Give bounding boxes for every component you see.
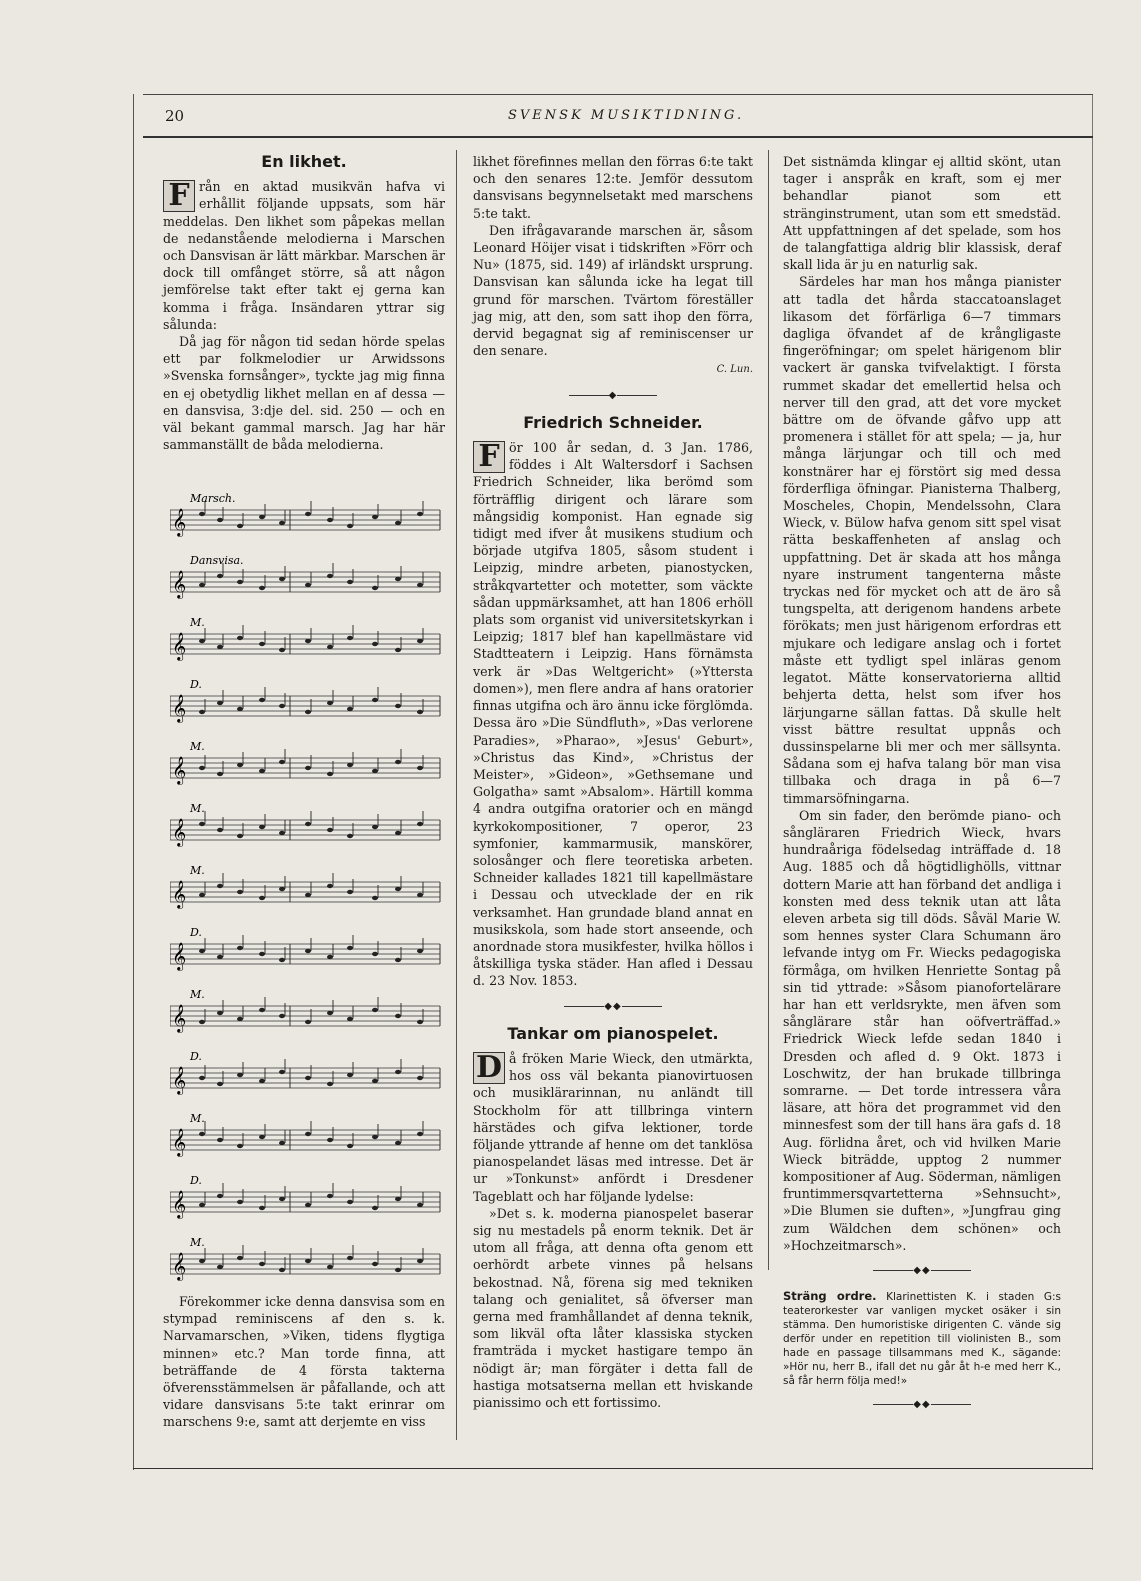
ornament-divider-2: ◆◆ [473,998,753,1015]
note-head [347,1256,353,1260]
note-head [199,1076,205,1080]
note-head [259,1262,265,1266]
note-head [237,636,243,640]
note-head [279,577,285,581]
note-head [217,1194,223,1198]
article2-para1: F ör 100 år sedan, d. 3 Jan. 1786, föddes i Alt Waltersdorf i Sachsen Friedrich Schneider, lika berömd som förträfflig dirigent och lärare som mångsidig komponist. Han egnade sig tidigt med ifver åt musikens studium och började utgifva 1805, såsom student i Leipzig, mindre arbeten, pianostycken, stråkqvartetter och motetter, som väckte sådan uppmärksamhet, att han 1806 erhöll plats som organist vid universitetskyrkan i Leipzig; 1817 blef han kapellmästare vid Stadtteatern i Leipzig. Hans förnämsta verk är »Das Weltgericht» (»Yttersta domen»), men flere andra af hans oratorier finnas utgifna och äro ännu icke förglömda. Dessa äro »Die Sündfluth», »Das verlorene Paradies», »Pharao», »Jesus' Geburt», »Christus das Kind», »Christus der Meister», »Gideon», »Gethsemane und Golgatha» samt »Absalom». Härtill komma 4 andra outgifna oratorier och en mängd kyrkokompositioner, 7 operor, 23 symfonier, kammarmusik, manskörer, solosånger och flere teoretiska arbeten. Schneider kallades 1821 till kapellmästare i Dessau och utvecklade der en rik verksamhet. Han grundade bland annat en musikskola, som hade stort anseende, och anordnade stora musikfester, hvilka höllos i åtskilliga tyska städer. Han afled i Dessau d. 23 Nov. 1853. [473,439,753,989]
note-head [372,1079,378,1083]
note-head [237,1144,243,1148]
note-head [347,946,353,950]
article1-para1: F rån en aktad musikvän hafva vi erhållit följande uppsats, som här meddelas. Den likhet som påpekas mellan de nedanstående melodierna i Marschen och Dansvisan är lätt märkbar. Marschen är dock till omfånget större, så att någon jemförelse takt efter takt ej gerna kan komma i fråga. Insändaren yttrar sig sålunda: [163,178,445,332]
note-head [217,1082,223,1086]
note-head [417,822,423,826]
note-head [199,512,205,516]
note-head [327,574,333,578]
music-staff [170,864,440,909]
note-head [237,946,243,950]
note-head [417,766,423,770]
music-staff [170,740,440,785]
note-head [372,952,378,956]
music-staff-label: M. [190,802,205,815]
dropcap-d: D [473,1052,505,1084]
note-head [347,636,353,640]
note-head [199,639,205,643]
running-title: SVENSK MUSIKTIDNING. [508,108,745,123]
page-number: 20 [165,107,185,125]
music-staff [170,616,440,661]
note-head [259,896,265,900]
note-head [395,1014,401,1018]
music-staff-label: M. [190,616,205,629]
note-head [372,698,378,702]
note-head [279,831,285,835]
music-staff-label: D. [190,1050,202,1063]
music-staff-label: D. [190,678,202,691]
article3-para1: D å fröken Marie Wieck, den utmärkta, hos oss väl bekanta pianovirtuosen och musiklärarinnan, nu anländt till Stockholm för att tillbringa vintern härstädes och gifva lektioner, torde följande yttrande af henne om det tanklösa pianospelandet läsas med intresse. Det är ur »Tonkunst» anfördt i Dresdener Tageblatt och har följande lydelse: [473,1049,753,1204]
note-head [279,1070,285,1074]
note-head [327,1138,333,1142]
note-head [395,958,401,962]
note-head [217,574,223,578]
note-head [199,1203,205,1207]
anecdote-text: Klarinettisten K. i staden G:s teaterorkester var vanligen mycket osäker i sin stämma. Den humoristiske dirigenten C. vände sig derför under en repetition till violinisten B., som hade en passage tillsammans med K., sägande: »Hör nu, herr B., ifall det nu går åt h-e med herr K., så får herrn följa med!» [783,1291,1061,1388]
music-notation [170,478,444,1288]
column-2 [473,153,753,1411]
dropcap-f: F [163,180,195,212]
note-head [417,710,423,714]
note-head [417,583,423,587]
article3-para2: »Det s. k. moderna pianospelet baserar sig nu mestadels på enorm teknik. Det är utom all fråga, att denna ofta genom ett oerhördt arbete vinnes på helsans bekostnad. Nå, förena sig med tekniken talang och genialitet, så öfverser man gerna med framhållandet af denna teknik, som likväl ofta låter klassiska stycken framträda i mycket hastigare tempo än nödigt är; man förgäter i detta fall de hastiga motsatserna mellan ett hviskande pianissimo och ett fortissimo. [473,1205,753,1411]
column-divider-1 [456,150,457,1440]
music-staff-label: D. [190,1174,202,1187]
note-head [199,1020,205,1024]
note-head [327,828,333,832]
article-title-en-likhet: En likhet. [261,152,347,171]
treble-clef-icon: 𝄞 [172,818,187,846]
note-head [417,1132,423,1136]
note-head [372,642,378,646]
music-staff [170,1112,440,1157]
header-rule [143,136,1093,138]
note-head [259,825,265,829]
treble-clef-icon: 𝄞 [172,756,187,784]
article-title-schneider: Friedrich Schneider. [523,412,703,432]
treble-clef-icon: 𝄞 [172,1128,187,1156]
note-head [237,580,243,584]
note-head [199,949,205,953]
top-rule [143,94,1093,95]
note-head [327,518,333,522]
note-head [279,648,285,652]
note-head [199,710,205,714]
treble-clef-icon: 𝄞 [172,508,187,536]
article-title-pianospelet: Tankar om pianospelet. [507,1023,719,1043]
note-head [199,1259,205,1263]
note-head [305,710,311,714]
note-head [395,648,401,652]
note-head [372,1008,378,1012]
ornament-divider: ◆ [473,387,753,404]
note-head [347,1200,353,1204]
note-head [305,1132,311,1136]
note-head [305,639,311,643]
music-staff [170,1050,440,1095]
note-head [217,1265,223,1269]
note-head [217,645,223,649]
note-head [279,1268,285,1272]
note-head [279,958,285,962]
note-head [237,524,243,528]
article1-para4: likhet förefinnes mellan den förras 6:te takt och den senares 12:te. Jemför dessutom dansvisans begynnelsetakt med marschens 5:te takt. [473,154,753,221]
note-head [259,586,265,590]
note-head [199,766,205,770]
note-head [259,952,265,956]
treble-clef-icon: 𝄞 [172,1004,187,1032]
article3-para4: Särdeles har man hos många pianister att tadla det hårda staccatoanslaget likasom det förfärliga 6—7 timmars dagliga öfvandet af de krångligaste fingeröfningar; om spelet härigenom blir vackert är ganska tvifvelaktigt. I första rummet skadar det emellertid helsa och nerver till den grad, att det vore mycket bättre om de öfvande gåfvo upp att promenera i stället för att spela; — ja, hur många lärjungar och till och med konstnärer har ej förstört sig med dessa förderfliga öfningar. Pianisterna Thalberg, Moscheles, Chopin, Mendelssohn, Clara Wieck, v. Bülow hafva genom sitt spel visat rätta beskaffenheten af anslag och uppfattning. Det är skada att hos många nyare instrument tangenterna måste tryckas ned för mycket och att de äro så tungspelta, att derigenom handens arbete förökats; men just härigenom erfordras ett mjukare och ledigare anslag och i fortet måste ett tydligt spel inläras genom legatot. Mätte konservatorierna alltid behjerta detta, helst som ifver hos lärjungarne sällan fattas. Då skulle helt visst bättre resultat uppnås och dussinspelarne bli mer och mer sällsynta. Sådana som ej hafva talang bör man visa tillbaka och draga in på 6—7 timmarsöfningarna. [783,274,1061,806]
music-staff-label: M. [190,988,205,1001]
note-head [237,1200,243,1204]
column-1 [163,153,445,453]
note-head [395,521,401,525]
note-head [259,1079,265,1083]
note-head [372,896,378,900]
treble-clef-icon: 𝄞 [172,632,187,660]
note-head [417,893,423,897]
note-head [395,887,401,891]
music-staff [170,1174,440,1219]
note-head [199,1132,205,1136]
note-head [279,521,285,525]
note-head [327,1265,333,1269]
note-head [372,825,378,829]
column-1-bottom [163,1293,445,1431]
note-head [237,834,243,838]
music-staff-label: Dansvisa. [190,554,244,567]
treble-clef-icon: 𝄞 [172,570,187,598]
note-head [417,1020,423,1024]
note-head [279,887,285,891]
note-head [305,949,311,953]
music-staff-label: D. [190,926,202,939]
note-head [305,1259,311,1263]
anecdote [783,1289,1061,1388]
note-head [395,831,401,835]
note-head [259,515,265,519]
note-head [305,893,311,897]
note-head [259,642,265,646]
column-3 [783,153,1061,1423]
note-head [327,884,333,888]
music-staff-label: M. [190,1236,205,1249]
note-head [305,822,311,826]
note-head [237,1017,243,1021]
note-head [327,1011,333,1015]
music-staff [170,988,440,1033]
music-staff-label: M. [190,864,205,877]
note-head [217,955,223,959]
treble-clef-icon: 𝄞 [172,694,187,722]
note-head [259,769,265,773]
note-head [237,1256,243,1260]
article1-para3: Förekommer icke denna dansvisa som en stympad reminiscens af den s. k. Narvamarschen, »Viken, tidens flygtiga minnen» etc.? Man torde finna, att beträffande de 4 första takterna öfverensstämmelsen är påfallande, och att vidare dansvisans 5:te takt erinrar om marschens 9:e, samt att derjemte en viss [163,1294,445,1430]
note-head [217,518,223,522]
note-head [395,760,401,764]
music-staff-label: M. [190,1112,205,1125]
note-head [395,1268,401,1272]
note-head [279,1141,285,1145]
treble-clef-icon: 𝄞 [172,1190,187,1218]
note-head [347,1073,353,1077]
note-head [327,645,333,649]
article1-para5: Den ifrågavarande marschen är, såsom Leonard Höijer visat i tidskriften »Förr och Nu» (1875, sid. 149) af irländskt ursprung. Dansvisan kan sålunda icke ha legat till grund för marschen. Tvärtom föreställer jag mig, att den, som satt ihop den förra, dervid begagnat sig af reminiscenser ur den senare. [473,222,753,359]
note-head [237,763,243,767]
note-head [279,1197,285,1201]
note-head [347,580,353,584]
note-head [395,1141,401,1145]
treble-clef-icon: 𝄞 [172,1252,187,1280]
treble-clef-icon: 𝄞 [172,942,187,970]
note-head [217,884,223,888]
music-staff-label: Marsch. [190,492,236,505]
note-head [417,639,423,643]
note-head [259,1206,265,1210]
note-head [372,1135,378,1139]
note-head [259,1135,265,1139]
note-head [372,586,378,590]
music-staff [170,678,440,723]
note-head [395,704,401,708]
note-head [327,955,333,959]
note-head [417,512,423,516]
note-head [305,583,311,587]
note-head [327,1082,333,1086]
ornament-divider-3: ◆◆ [783,1262,1061,1279]
note-head [305,1076,311,1080]
music-staff [170,802,440,847]
note-head [347,1144,353,1148]
note-head [305,766,311,770]
treble-clef-icon: 𝄞 [172,1066,187,1094]
anecdote-title: Sträng ordre. [783,1289,877,1304]
music-staff [170,492,440,537]
note-head [237,1073,243,1077]
note-head [259,1008,265,1012]
note-head [217,1138,223,1142]
note-head [199,822,205,826]
note-head [237,707,243,711]
note-head [347,834,353,838]
note-head [372,515,378,519]
note-head [279,1014,285,1018]
note-head [237,890,243,894]
note-head [372,1206,378,1210]
music-staff [170,1236,440,1281]
note-head [199,893,205,897]
sheet-music-svg [170,478,444,1288]
music-staff [170,554,440,599]
article3-para5: Om sin fader, den berömde piano- och sångläraren Friedrich Wieck, hvars hundraåriga födelsedag inträffade d. 18 Aug. 1885 och då högtidlighölls, vittnar dottern Marie att han förband det andliga i konsten med dess teknik utan att låta eleven arbeta sig till döds. Såväl Marie W. som hennes syster Clara Schumann äro lefvande intyg om Fr. Wiecks pedagogiska förmåga, om hvilken Henriette Sontag på sin tid yttrade: »Såsom pianofortelärare har han ett verldsrykte, men äfven som sånglärare står han oöfverträffad.» Friedrick Wieck lefde sedan 1840 i Dresden och afled d. 9 Okt. 1873 i Loschwitz, der han brukade tillbringa somrarne. — Det torde intressera våra läsare, att höra det programmet vid den minnesfest som der till hans ära gafs d. 18 Aug. förlidna året, och vid hvilken Marie Wieck biträdde, upptog 2 nummer kompositioner af Aug. Söderman, nämligen fruntimmersqvartetterna »Sehnsucht», »Die Blumen sie duften», »Jungfrau ging zum Wäldchen dem schönen» och »Hochzeitmarsch». [783,807,1061,1253]
note-head [372,1262,378,1266]
article3-para3: Det sistnämda klingar ej alltid skönt, utan tager i anspråk en kraft, som ej mer behandlar pianot som ett stränginstrument, utan som ett smedstäd. Att uppfattningen af det spelade, som hos de talangfattiga aldrig blir klassisk, deraf skall lida är ju en naturlig sak. [783,154,1061,273]
music-staff [170,926,440,971]
signature: C. Lun. [716,364,753,376]
note-head [279,760,285,764]
note-head [347,707,353,711]
column-divider-2 [768,150,769,1270]
note-head [417,1076,423,1080]
bottom-rule [133,1468,1093,1469]
note-head [347,890,353,894]
note-head [279,704,285,708]
dropcap-f2: F [473,441,505,473]
note-head [395,1197,401,1201]
note-head [417,949,423,953]
note-head [199,583,205,587]
article1-para2: Då jag för någon tid sedan hörde spelas ett par folkmelodier ur Arwidssons »Svenska fornsånger», tyckte jag mig finna en ej obetydlig likhet mellan en af dessa — en dansvisa, 3:dje del. sid. 250 — och en väl bekant gammal marsch. Jag har här sammanställt de båda melodierna. [163,334,445,453]
note-head [305,1203,311,1207]
note-head [305,512,311,516]
note-head [347,1017,353,1021]
note-head [217,828,223,832]
note-head [327,701,333,705]
ornament-divider-4: ◆◆ [783,1396,1061,1413]
note-head [347,524,353,528]
note-head [347,763,353,767]
note-head [217,1011,223,1015]
note-head [372,769,378,773]
note-head [395,1070,401,1074]
note-head [327,1194,333,1198]
note-head [305,1020,311,1024]
music-staff-label: M. [190,740,205,753]
note-head [417,1259,423,1263]
note-head [395,577,401,581]
note-head [417,1203,423,1207]
note-head [217,772,223,776]
treble-clef-icon: 𝄞 [172,880,187,908]
note-head [259,698,265,702]
note-head [217,701,223,705]
note-head [327,772,333,776]
